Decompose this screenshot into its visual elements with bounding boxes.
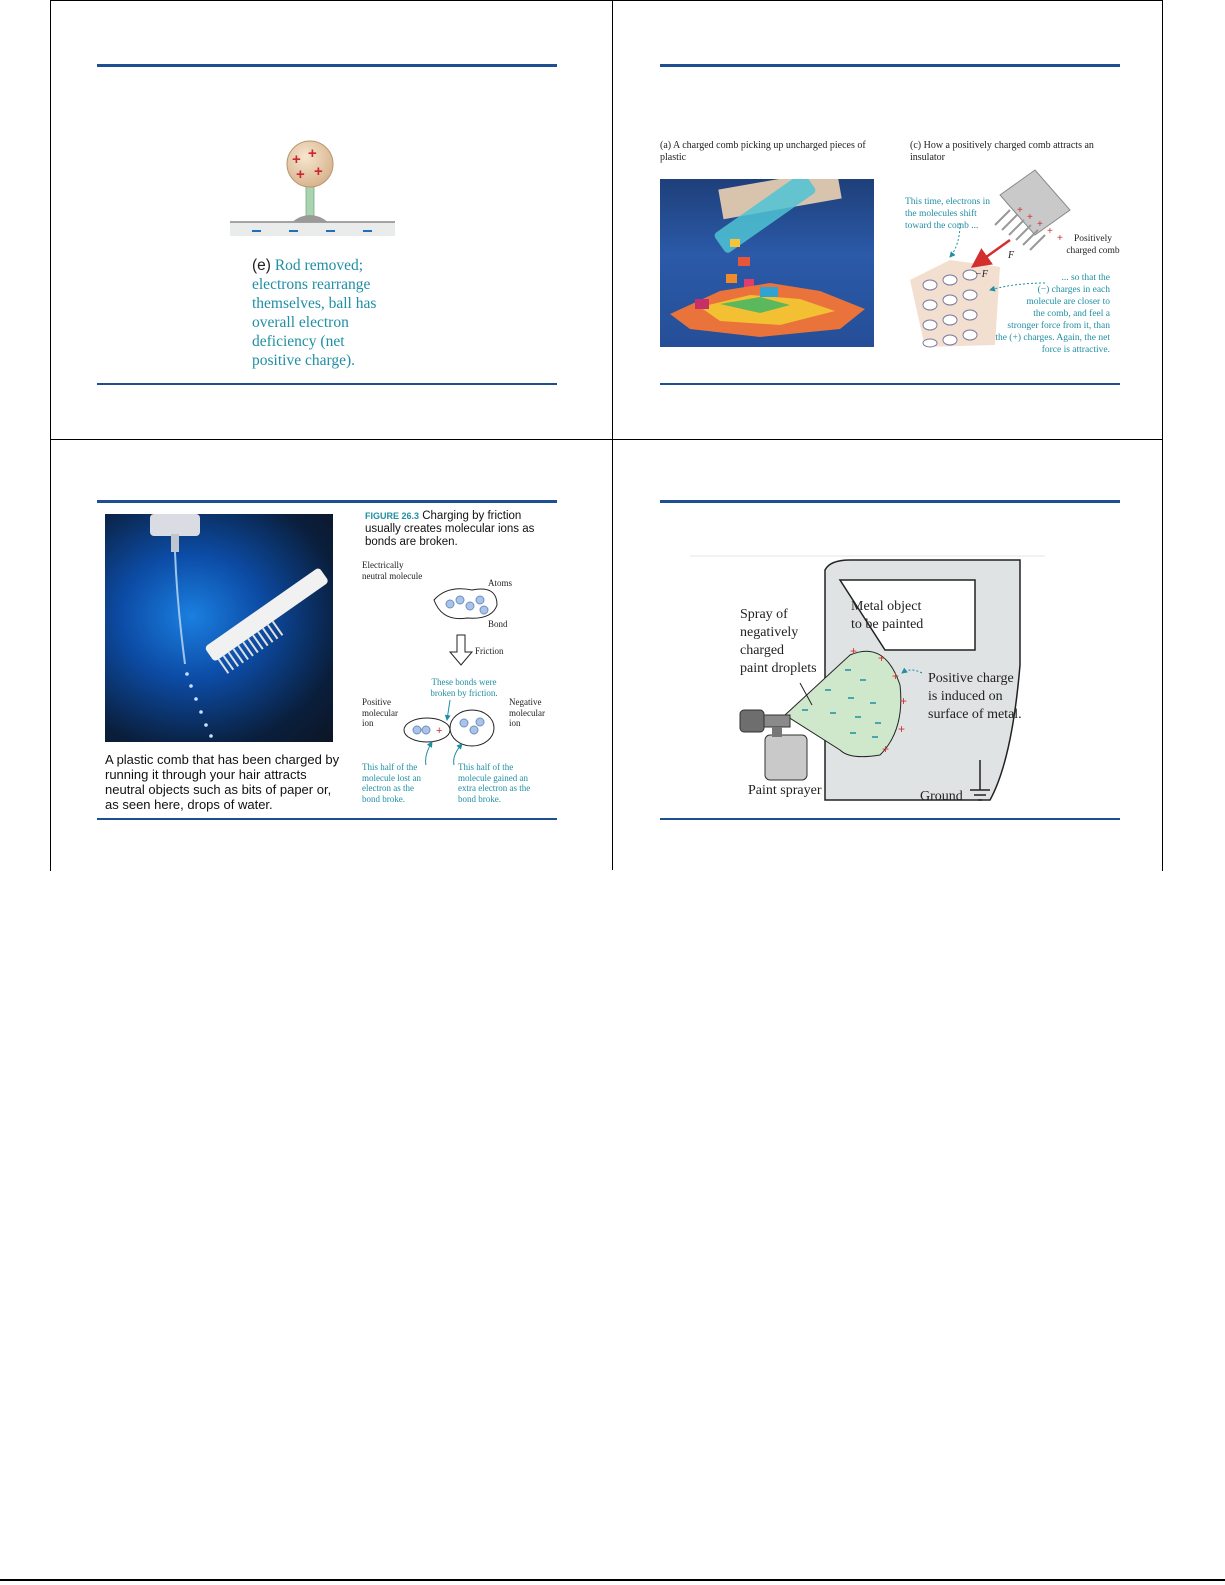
note-electrons-shift: [905, 196, 1015, 232]
label-spray-droplets: [740, 606, 860, 678]
label-line: bond broke.: [362, 793, 405, 804]
label-line: bond broke.: [458, 793, 501, 804]
label-line: charged comb: [1066, 246, 1120, 256]
comb-plastic-photo: [660, 179, 874, 347]
label-line: ion: [362, 718, 374, 728]
slide-3-bottom-rule: [97, 818, 557, 820]
label-friction: Friction: [475, 646, 504, 656]
neutral-molecule-outline: [434, 589, 497, 619]
svg-text:+: +: [878, 651, 886, 665]
slide-3-photo-caption: A plastic comb that has been charged by running it through your hair attracts neutral objects such as bits of paper or, as seen here, drops of water.: [105, 752, 340, 812]
neutral-molecule-atoms: [446, 596, 488, 614]
svg-text:+: +: [1017, 205, 1023, 216]
svg-text:+: +: [882, 742, 890, 756]
caption-line: electrons rearrange: [252, 276, 371, 293]
slide-3-top-rule: [97, 500, 557, 503]
force-f-label: F: [1008, 250, 1015, 261]
note-line: the (+) charges. Again, the net: [995, 333, 1110, 343]
figure-title: Charging by friction usually creates molecular ions as bonds are broken.: [365, 510, 535, 548]
svg-text:+: +: [314, 163, 323, 180]
conducting-surface: [230, 222, 395, 236]
label-electrically-neutral: [362, 560, 442, 581]
label-lost-electron: [362, 762, 447, 804]
label-line: Negative: [509, 697, 542, 707]
note-line: molecule are closer to: [1026, 297, 1110, 307]
label-line: to be painted: [851, 617, 924, 632]
bonds-broken-pointer: [447, 700, 450, 720]
label-line: paint droplets: [740, 661, 817, 676]
charged-ball-diagram: [225, 140, 400, 240]
svg-text:+: +: [892, 669, 900, 683]
label-line: Metal object: [851, 599, 922, 614]
slide-4-bottom-rule: [660, 818, 1120, 820]
label-bonds-broken: [414, 677, 514, 698]
slide-2-bottom-rule: [660, 383, 1120, 385]
label-ground: Ground: [920, 789, 963, 804]
faucet: [150, 514, 200, 536]
slide-1-caption: [252, 256, 412, 370]
label-line: electron as the: [362, 783, 414, 793]
caption-a: (a) A charged comb picking up uncharged pieces of plastic: [660, 140, 866, 163]
caption-line: Rod removed;: [274, 257, 364, 274]
slide-1-top-rule: [97, 64, 557, 67]
caption-line: themselves, ball has: [252, 295, 377, 312]
water-photo-art: [105, 514, 333, 742]
caption-line: deficiency (net: [252, 333, 345, 350]
svg-text:+: +: [296, 166, 305, 183]
label-line: Positive: [362, 697, 392, 707]
svg-text:+: +: [1057, 233, 1063, 244]
label-line: extra electron as the: [458, 783, 531, 793]
svg-text:+: +: [292, 151, 301, 168]
grid-vertical-divider: [612, 0, 613, 870]
svg-text:+: +: [850, 644, 858, 658]
note-line: (−) charges in each: [1037, 285, 1110, 295]
label-line: ion: [509, 718, 521, 728]
label-paint-sprayer: Paint sprayer: [748, 783, 822, 798]
label-positively-charged-comb: [1058, 233, 1128, 257]
note-line: the molecules shift: [905, 209, 977, 219]
caption-line: positive charge).: [252, 352, 356, 369]
label-line: Electrically: [362, 560, 404, 570]
label-line: This half of the: [362, 762, 418, 772]
page-bottom-rule: [0, 1579, 1225, 1581]
label-line: Positive charge: [928, 671, 1014, 686]
label-line: negatively: [740, 625, 799, 640]
stand-base: [292, 215, 328, 222]
label-line: molecular: [362, 707, 398, 718]
label-line: broken by friction.: [430, 687, 498, 698]
caption-label: (e): [252, 257, 271, 274]
friction-arrow: [450, 635, 472, 665]
caption-line: overall electron: [252, 314, 349, 331]
note-line: ... so that the: [1061, 273, 1110, 283]
svg-text:+: +: [1047, 226, 1053, 237]
insulating-stand: [306, 184, 314, 218]
water-drops: [185, 672, 213, 738]
svg-text:+: +: [900, 694, 908, 708]
label-line: Positively: [1073, 234, 1112, 244]
label-line: This half of the: [458, 762, 514, 772]
label-positive-charge: [928, 670, 1058, 724]
label-line: molecule lost an: [362, 772, 421, 783]
grid-horizontal-divider: [50, 439, 1162, 440]
slide-1-bottom-rule: [97, 383, 557, 385]
label-line: neutral molecule: [362, 570, 423, 581]
note-line: stronger force from it, than: [1007, 321, 1110, 331]
label-line: surface of metal.: [928, 707, 1022, 722]
comb-in-photo: [204, 567, 333, 676]
slide-2-top-rule: [660, 64, 1120, 67]
force-neg-f-label: −F: [975, 269, 988, 280]
label-atoms: Atoms: [488, 578, 513, 588]
label-negative-ion: [509, 697, 569, 729]
svg-text:+: +: [1037, 219, 1043, 230]
label-line: molecular: [509, 707, 545, 718]
note-line: toward the comb ...: [905, 221, 979, 231]
comb-photo-art: [660, 179, 874, 347]
figure-label: FIGURE 26.3: [365, 511, 420, 521]
label-positive-ion: [362, 697, 422, 729]
note-charges-closer: [960, 272, 1110, 356]
note-line: the comb, and feel a: [1033, 309, 1110, 319]
label-line: molecule gained an: [458, 772, 528, 783]
plus-sign: +: [436, 725, 443, 737]
slide-4-top-rule: [660, 500, 1120, 503]
svg-text:+: +: [308, 145, 317, 162]
label-line: These bonds were: [431, 677, 497, 687]
label-metal-object: [851, 598, 971, 634]
svg-text:+: +: [898, 722, 906, 736]
label-line: charged: [740, 643, 785, 658]
label-line: Spray of: [740, 607, 788, 622]
force-arrow: [975, 240, 1010, 265]
figure-26-3-title: [365, 510, 555, 549]
label-bond: Bond: [488, 619, 508, 629]
comb-water-photo: [105, 514, 333, 742]
label-gained-electron: [458, 762, 558, 804]
label-line: is induced on: [928, 689, 1003, 704]
note-line: force is attractive.: [1041, 345, 1110, 355]
water-stream: [175, 552, 185, 664]
plastic-pieces: [670, 239, 865, 337]
caption-c: (c) How a positively charged comb attracts an insulator: [910, 140, 1094, 163]
svg-text:+: +: [1027, 212, 1033, 223]
note-line: This time, electrons in: [905, 197, 990, 207]
